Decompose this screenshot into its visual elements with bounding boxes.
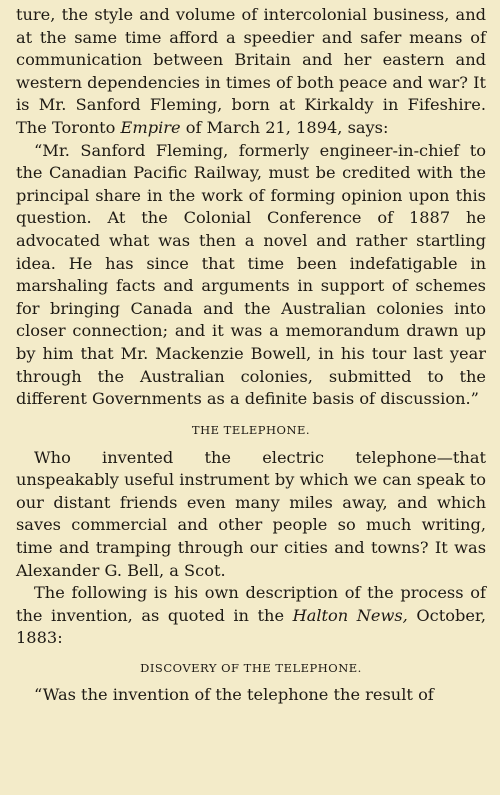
book-page: [16, 4, 486, 707]
paragraph-text-end: October, 1883:: [16, 605, 487, 648]
paragraph-text: The following is his own description of the process of the invention, as quoted in the: [16, 583, 486, 625]
section-heading-discovery: DISCOVERY OF THE TELEPHONE.: [140, 661, 362, 676]
paragraph-telephone-inventor: Who invented the electric telephone—that unspeakably useful instrument by which we can speak to our distant friends even many miles away, and which saves commercial and other people so much writing, time and tramping through our cities and towns? It was Alexander G. Bell, a Scot.: [16, 447, 486, 580]
paragraph-invention-description: [16, 582, 486, 650]
paragraph-text: ture, the style and volume of intercolonial business, and at the same time afford a speedier and safer means of communication between Britain and her eastern and western dependencies in times of both peace and war? It is Mr. Sanford Fleming, born at Kirkaldy in Fifeshire. The Toronto: [16, 5, 486, 137]
paragraph-text-end: of March 21, 1894, says:: [180, 117, 389, 137]
quote-bell-start: “Was the invention of the telephone the result of: [34, 685, 434, 705]
paragraph-fleming-intro: [16, 4, 486, 140]
newspaper-title-empire: Empire: [120, 117, 181, 137]
section-heading-telephone: THE TELEPHONE.: [191, 422, 311, 437]
quote-fleming: “Mr. Sanford Fleming, formerly engineer-in-chief to the Canadian Pacific Railway, must be credited with the principal share in the work of forming opinion upon this question. At the Colonial Conference of 1887 he advocated what was then a novel and rather startling idea. He has since that time been indefatigable in marshaling facts and arguments in support of schemes for bringing Canada and the Australian colonies into closer connection; and it was a memorandum drawn up by him that Mr. Mackenzie Bowell, in his tour last year through the Australian colonies, submitted to the different Governments as a definite basis of discussion.”: [16, 140, 486, 409]
newspaper-title-halton-news: Halton News,: [292, 605, 408, 625]
